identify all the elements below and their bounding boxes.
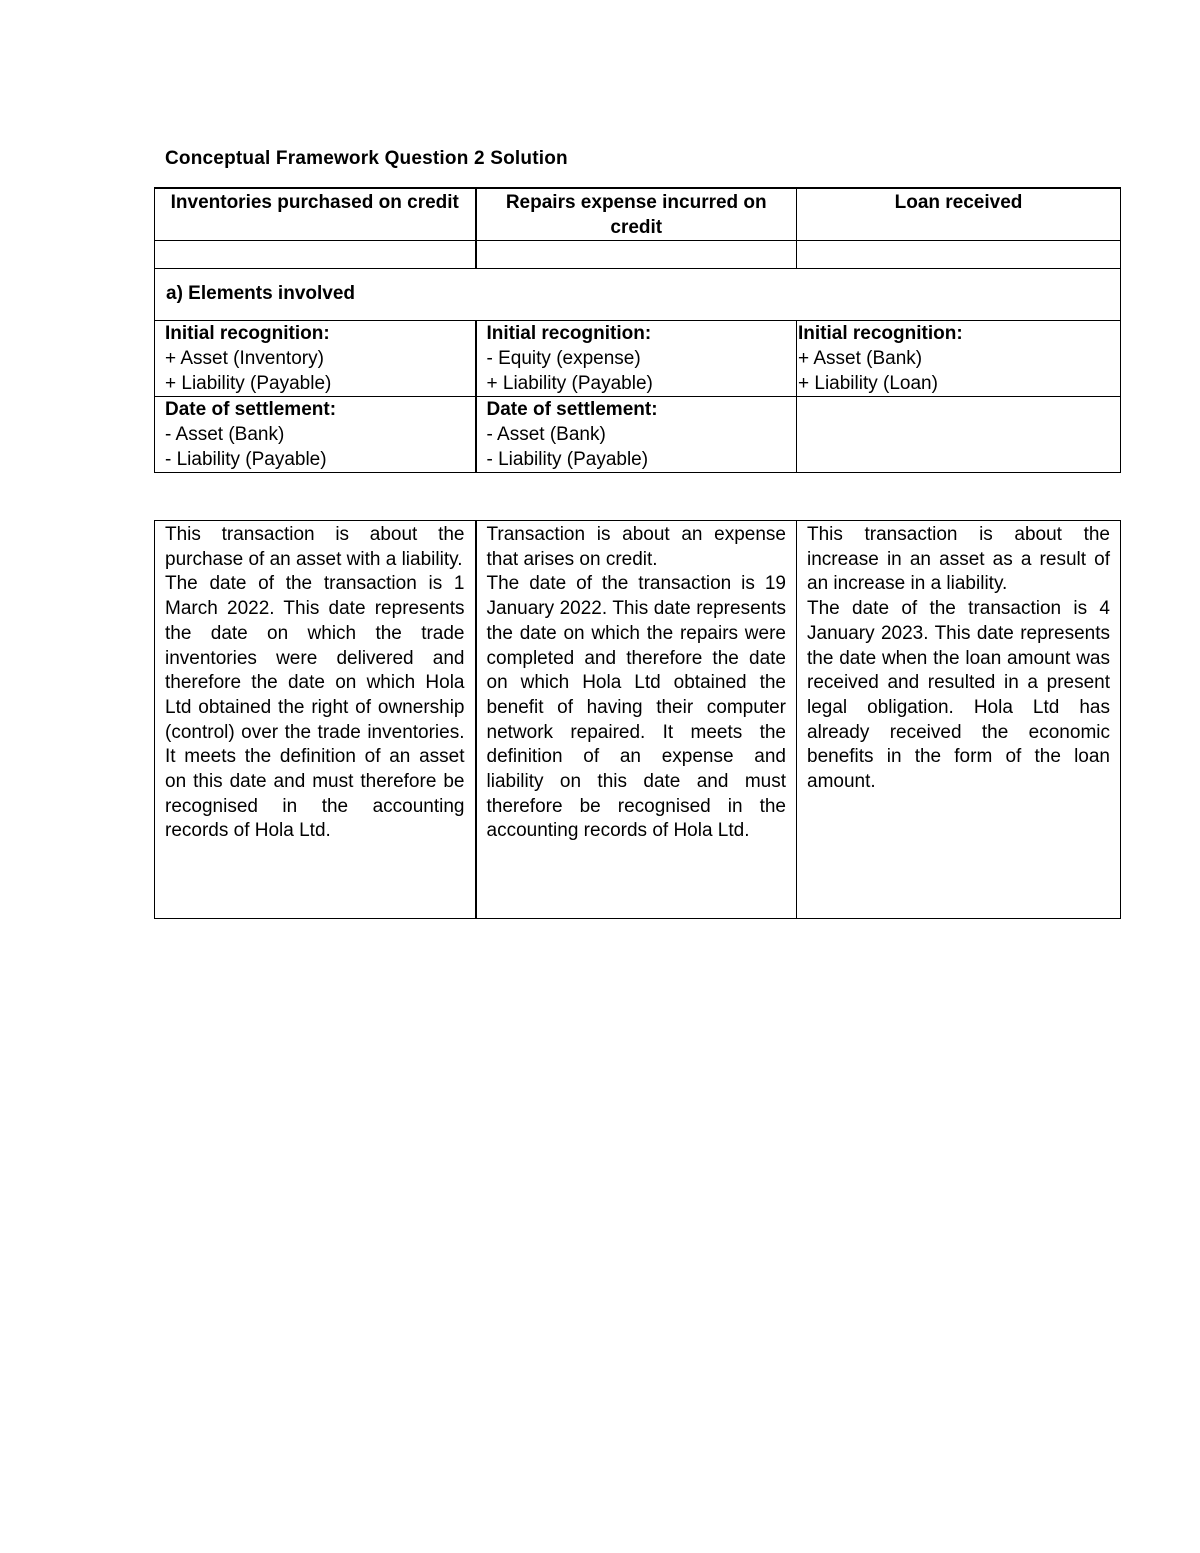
initial-recognition-loan [797,321,1121,397]
entry-label: Date of settlement: [165,399,337,420]
entry-line: + Asset (Bank) [798,348,923,369]
entry-line: + Asset (Inventory) [165,348,324,369]
header-row [155,188,1121,241]
settlement-repairs [476,397,797,473]
entry-line: - Asset (Bank) [165,424,285,445]
blank-cell [155,241,476,269]
entry-label: Date of settlement: [486,399,658,420]
entry-line: + Liability (Payable) [486,373,653,394]
entry-line: + Liability (Payable) [165,373,332,394]
initial-recognition-repairs [476,321,797,397]
explanation-paragraph: The date of the transaction is 1 March 2022. This date represents the date on which the trade inventories were delivered and therefore the date on which Hola Ltd obtained the right of ownership (control) over the trade inventories. It meets the definition of an asset on this date and must therefore be recognised in the accounting records of Hola Ltd. [165,573,465,842]
explanation-loan [797,521,1121,919]
explanation-paragraph: The date of the transaction is 19 January 2022. This date represents the date on which the repairs were completed and therefore the date on which Hola Ltd obtained the benefit of having their computer network repaired. It meets the definition of an expense and liability on this date and must therefore be recognised in the accounting records of Hola Ltd. [486,573,786,842]
entry-line: - Liability (Payable) [486,449,649,470]
blank-row [155,241,1121,269]
settlement-inventories [155,397,476,473]
column-header-inventories: Inventories purchased on credit [155,188,476,241]
column-header-loan: Loan received [797,188,1121,241]
explanation-paragraph: This transaction is about the increase in an asset as a result of an increase in a liability. [807,524,1110,595]
explanation-paragraph: The date of the transaction is 4 January 2023. This date represents the date when the loan amount was received and resulted in a present legal obligation. Hola Ltd has already received the economic benefits in the form of the loan amount. [807,598,1110,793]
section-heading: a) Elements involved [155,269,1121,321]
entry-line: + Liability (Loan) [798,373,938,394]
explanation-repairs [476,521,797,919]
blank-cell [797,241,1121,269]
section-row [155,269,1121,321]
initial-recognition-inventories [155,321,476,397]
column-header-repairs: Repairs expense incurred on credit [476,188,797,241]
elements-table [154,187,1121,473]
explanations-table [154,520,1121,919]
blank-cell [476,241,797,269]
entry-line: - Equity (expense) [486,348,641,369]
explanation-paragraph: This transaction is about the purchase of an asset with a liability. [165,524,465,570]
page-title: Conceptual Framework Question 2 Solution [165,148,568,169]
initial-recognition-row [155,321,1121,397]
entry-line: - Asset (Bank) [486,424,606,445]
explanation-inventories [155,521,476,919]
entry-label: Initial recognition: [798,323,963,344]
settlement-loan-empty [797,397,1121,473]
entry-label: Initial recognition: [486,323,652,344]
entry-line: - Liability (Payable) [165,449,327,470]
settlement-row [155,397,1121,473]
explanation-paragraph: Transaction is about an expense that arises on credit. [486,524,786,570]
entry-label: Initial recognition: [165,323,330,344]
explanation-row [155,521,1121,919]
